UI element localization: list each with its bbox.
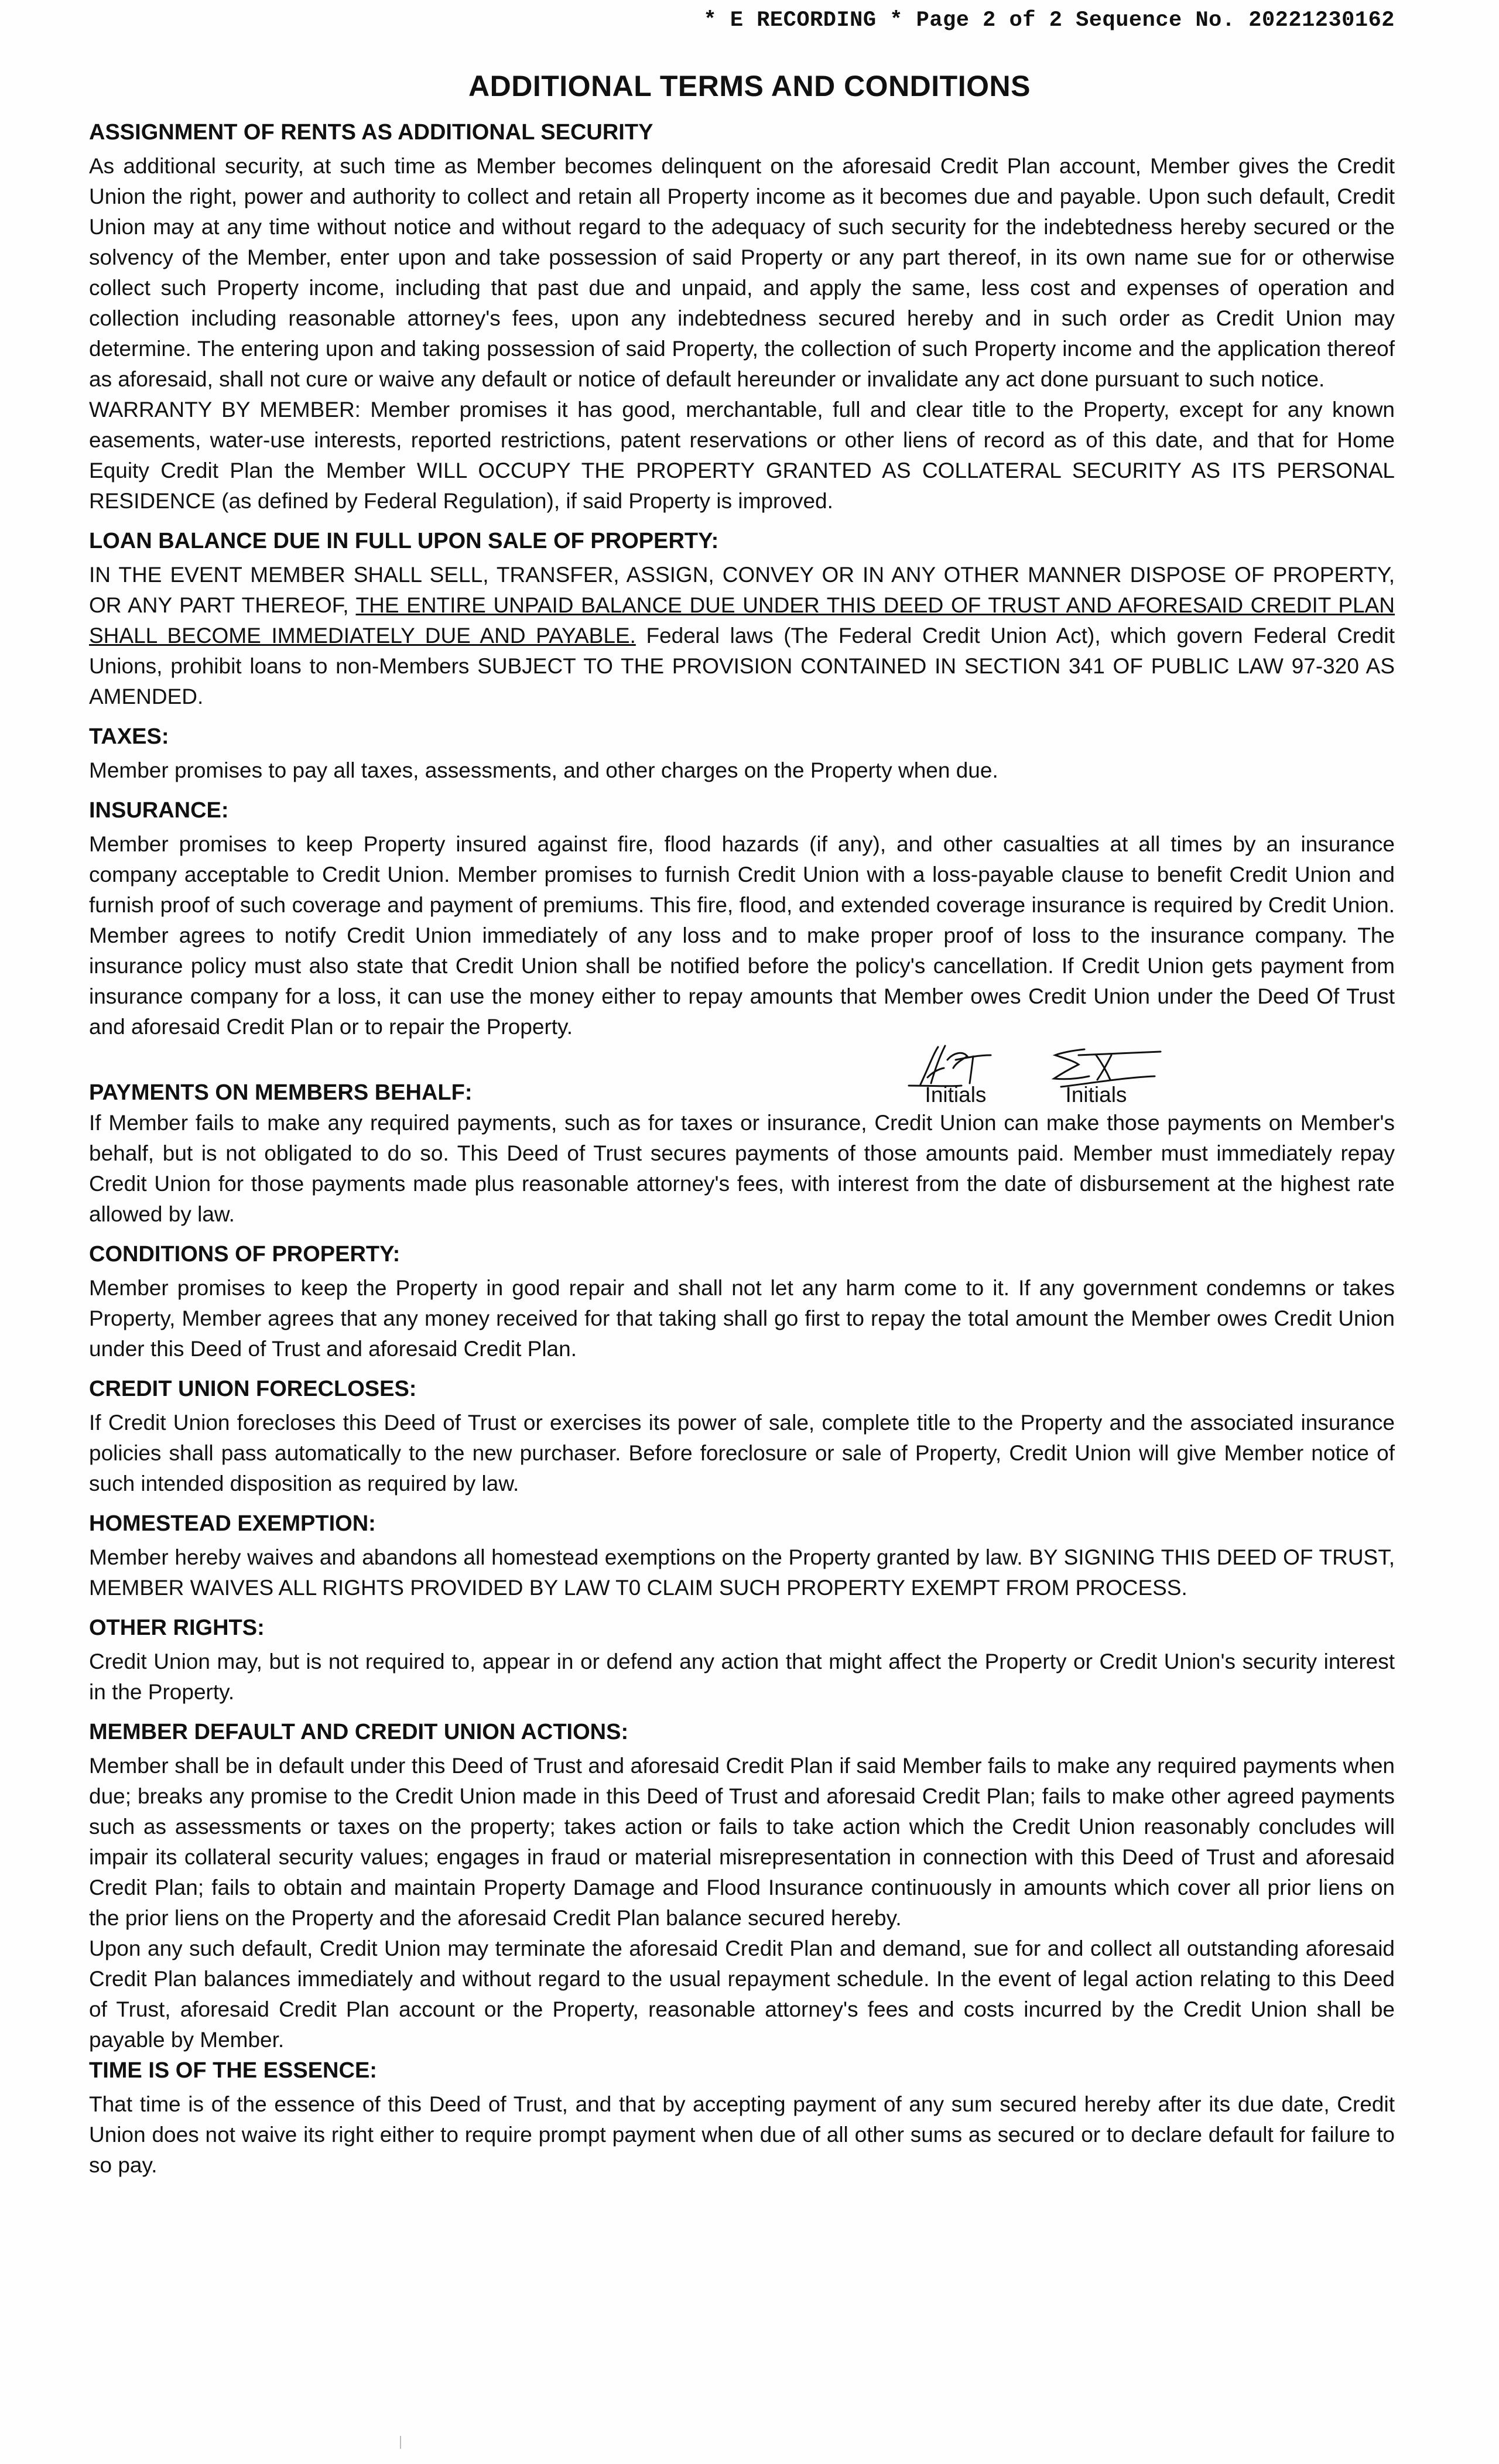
section-body: Member promises to keep Property insured against fire, flood hazards (if any), and other casualties at all times by an insurance company acceptable to Credit Union. Member promises to furnish Credit Union with a loss-payable clause to benefit Credit Union and furnish proof of such coverage and payment of premiums. This fire, flood, and extended coverage insurance is required by Credit Union. Member agrees to notify Credit Union immediately of any loss and to make proper proof of loss to the insurance company. The insurance policy must also state that Credit Union shall be notified before the policy's cancellation. If Credit Union gets payment from insurance company for a loss, it can use the money either to repay amounts that Member owes Credit Union under the Deed Of Trust and aforesaid Credit Plan or to repair the Property. — [89, 832, 1395, 1039]
section-body: Member hereby waives and abandons all homestead exemptions on the Property granted by law. BY SIGNING THIS DEED OF TRUST, MEMBER WAIVES ALL RIGHTS PROVIDED BY LAW T0 CLAIM SUCH PROPERTY EXEMPT FROM PROCESS. — [89, 1545, 1395, 1600]
section-heading: CONDITIONS OF PROPERTY: — [89, 1242, 401, 1267]
initials-label-1: Initials — [925, 1083, 987, 1107]
section-heading: HOMESTEAD EXEMPTION: — [89, 1511, 376, 1536]
section-body: That time is of the essence of this Deed of Trust, and that by accepting payment of any sum secured hereby after its due date, Credit Union does not waive its right either to require prompt payment when due of all other sums as secured or to declare default for failure to so pay. — [89, 2092, 1395, 2177]
section-heading: ASSIGNMENT OF RENTS AS ADDITIONAL SECURITY — [89, 120, 653, 145]
loan-body-start: IN THE EVENT MEMBER SHALL SELL, TRANSFER, ASSIGN, CONVEY OR IN ANY OTHER MANNER DISPOSE OF PROPERTY, OR ANY PART THEREOF, — [89, 563, 1395, 617]
section-credit-union-forecloses — [89, 1374, 1395, 1499]
section-body: Member shall be in default under this Deed of Trust and aforesaid Credit Plan if said Member fails to make any required payments when due; breaks any promise to the Credit Union made in this Deed of Trust and aforesaid Credit Plan; fails to make other agreed payments such as assessments or taxes on the property; takes action or fails to take action which the Credit Union reasonably concludes will impair its collateral security values; engages in fraud or material misrepresentation in connection with this Deed of Trust and aforesaid Credit Plan; fails to obtain and maintain Property Damage and Flood Insurance continuously in amounts which cover all prior liens on the prior liens on the Property and the aforesaid Credit Plan balance secured hereby. — [89, 1754, 1395, 1930]
section-other-rights — [89, 1613, 1395, 1707]
section-insurance — [89, 795, 1395, 1042]
initials-block-1 — [897, 1042, 1014, 1108]
initials-label-2: Initials — [1065, 1083, 1127, 1107]
section-homestead-exemption — [89, 1508, 1395, 1603]
warranty-paragraph: WARRANTY BY MEMBER: Member promises it has good, merchantable, full and clear title to the Property, except for any known easements, water-use interests, reported restrictions, patent reservations or other liens of record as of this date, and that for Home Equity Credit Plan the Member WILL OCCUPY THE PROPERTY GRANTED AS COLLATERAL SECURITY AS ITS PERSONAL RESIDENCE (as defined by Federal Regulation), if said Property is improved. — [89, 398, 1395, 513]
section-body-continued: Upon any such default, Credit Union may terminate the aforesaid Credit Plan and demand, sue for and collect all outstanding aforesaid Credit Plan balances immediately and without regard to the usual repayment schedule. In the event of legal action relating to this Deed of Trust, aforesaid Credit Plan account or the Property, reasonable attorney's fees and costs incurred by the Credit Union shall be payable by Member. — [89, 1936, 1395, 2052]
section-heading: INSURANCE: — [89, 798, 229, 823]
section-body — [89, 560, 1395, 712]
scan-mark — [400, 2436, 401, 2449]
loan-body-end: Federal laws (The Federal Credit Union Act), which govern Federal Credit Unions, prohibit loans to non-Members SUBJECT TO THE PROVISION CONTAINED IN SECTION 341 OF PUBLIC LAW 97-320 AS AMENDED. — [89, 624, 1395, 709]
section-body: As additional security, at such time as Member becomes delinquent on the aforesaid Credit Plan account, Member gives the Credit Union the right, power and authority to collect and retain all Property income as it becomes due and payable. Upon such default, Credit Union may at any time without notice and without regard to the adequacy of such security for the indebtedness hereby secured or the solvency of the Member, enter upon and take possession of said Property or any part thereof, in its own name sue for or otherwise collect such Property income, including that past due and unpaid, and apply the same, less cost and expenses of operation and collection including reasonable attorney's fees, upon any indebtedness secured hereby and in such order as Credit Union may determine. The entering upon and taking possession of said Property, the collection of such Property income and the application thereof as aforesaid, shall not cure or waive any default or notice of default hereunder or invalidate any act done pursuant to such notice. — [89, 154, 1395, 391]
payments-heading-row — [89, 1042, 1395, 1108]
section-heading: TAXES: — [89, 724, 169, 749]
section-heading: CREDIT UNION FORECLOSES: — [89, 1377, 417, 1401]
section-heading: TIME IS OF THE ESSENCE: — [89, 2058, 377, 2083]
section-time-of-essence — [89, 2055, 1395, 2181]
loan-body-underlined: THE ENTIRE UNPAID BALANCE DUE UNDER THIS DEED OF TRUST AND AFORESAID CREDIT PLAN SHALL BECOME IMMEDIATELY DUE AND PAYABLE. — [89, 593, 1395, 648]
section-heading: MEMBER DEFAULT AND CREDIT UNION ACTIONS: — [89, 1720, 629, 1744]
section-payments-on-behalf — [89, 1042, 1395, 1230]
initials-block-2 — [1038, 1042, 1155, 1108]
section-heading: LOAN BALANCE DUE IN FULL UPON SALE OF PROPERTY: — [89, 529, 719, 553]
section-loan-balance — [89, 526, 1395, 712]
section-conditions-of-property — [89, 1239, 1395, 1364]
section-member-default — [89, 1717, 1395, 2055]
page-title: ADDITIONAL TERMS AND CONDITIONS — [468, 70, 1031, 102]
section-heading: OTHER RIGHTS: — [89, 1616, 265, 1640]
document-body — [89, 117, 1395, 2181]
section-assignment-of-rents — [89, 117, 1395, 516]
section-body: If Member fails to make any required payments, such as for taxes or insurance, Credit Union can make those payments on Member's behalf, but is not obligated to do so. This Deed of Trust secures payments of those amounts paid. Member must immediately repay Credit Union for those payments made plus reasonable attorney's fees, with interest from the date of disbursement at the highest rate allowed by law. — [89, 1111, 1395, 1226]
recording-header: * E RECORDING * Page 2 of 2 Sequence No. 20221230162 — [703, 8, 1395, 33]
section-body: Member promises to keep the Property in good repair and shall not let any harm come to it. If any government condemns or takes Property, Member agrees that any money received for that taking shall go first to repay the total amount the Member owes Credit Union under this Deed of Trust and aforesaid Credit Plan. — [89, 1276, 1395, 1361]
section-taxes — [89, 721, 1395, 786]
section-body: Member promises to pay all taxes, assessments, and other charges on the Property when due. — [89, 758, 998, 782]
section-body: If Credit Union forecloses this Deed of Trust or exercises its power of sale, complete title to the Property and the associated insurance policies shall pass automatically to the new purchaser. Before foreclosure or sale of Property, Credit Union will give Member notice of such intended disposition as required by law. — [89, 1411, 1395, 1495]
section-heading: PAYMENTS ON MEMBERS BEHALF: — [89, 1080, 473, 1105]
section-body: Credit Union may, but is not required to, appear in or defend any action that might affect the Property or Credit Union's security interest in the Property. — [89, 1649, 1395, 1704]
